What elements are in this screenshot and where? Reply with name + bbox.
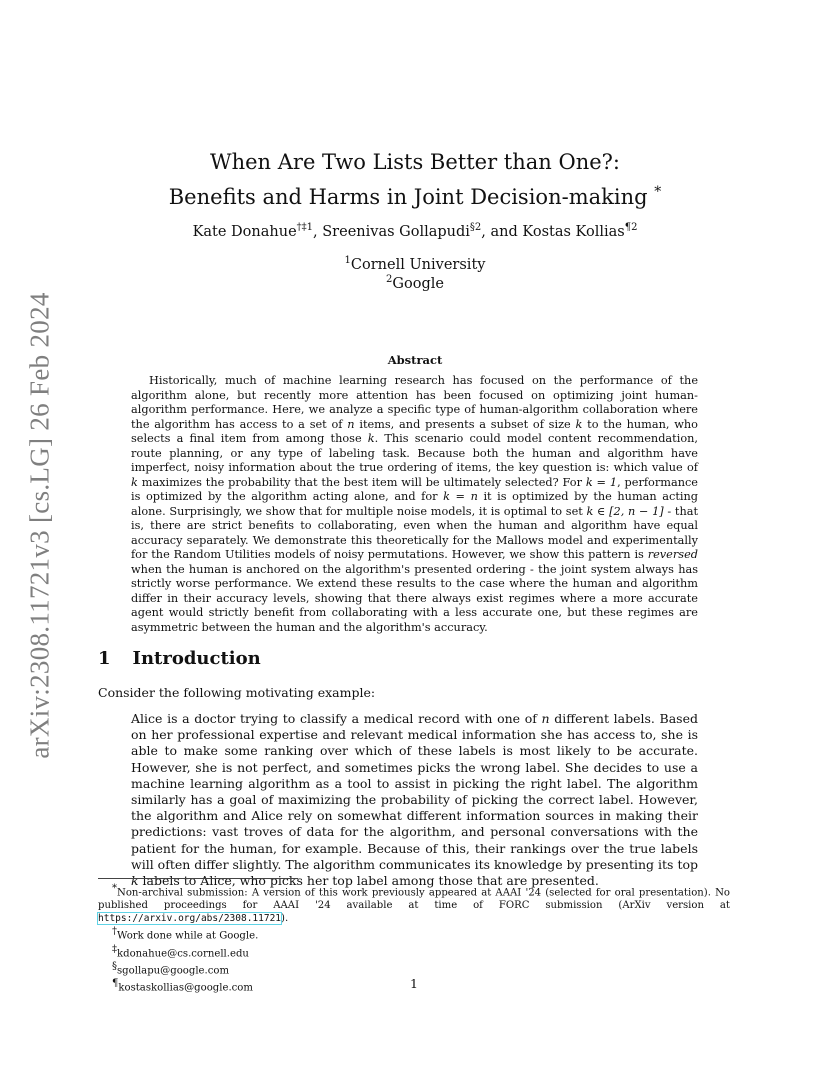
abstract-text: . This scenario could model content recommendation, route planning, or any type of labeling task. Because both the human and algorithm have imperfect, noisy information about the true ordering of items, the key question is: which value of xyxy=(131,432,698,474)
affiliation-2-name: Google xyxy=(392,275,444,292)
footnote-mark: * xyxy=(112,883,117,894)
author-list xyxy=(120,222,710,240)
math-var: k xyxy=(367,432,375,445)
intro-text: labels to Alice, who picks her top label among those that are presented. xyxy=(138,873,599,889)
author-2-marks: §2 xyxy=(469,222,482,233)
section-title: Introduction xyxy=(132,648,261,669)
author-sep-2: , and xyxy=(481,223,523,240)
title-line-2-wrap xyxy=(120,177,710,212)
footnote-2 xyxy=(98,925,730,942)
affiliation-2 xyxy=(120,274,710,292)
arxiv-sidebar-stamp xyxy=(18,290,62,760)
abstract-text: to the human, who selects a final item from among those xyxy=(131,417,698,445)
affiliation-1 xyxy=(120,255,710,273)
paper-title xyxy=(120,147,710,212)
footnote-mark: ‡ xyxy=(112,943,117,955)
math-var: n xyxy=(541,711,550,726)
math-expr: k ∈ [2, n − 1] xyxy=(586,504,664,518)
footnote-mark: § xyxy=(112,961,117,973)
footnote-text: ). xyxy=(281,913,289,925)
title-line-2: Benefits and Harms in Joint Decision-making xyxy=(168,185,648,209)
title-footnote-mark: * xyxy=(654,184,662,200)
intro-text: Alice is a doctor trying to classify a medical record with one of xyxy=(131,711,542,726)
footnote-email: kdonahue@cs.cornell.edu xyxy=(117,948,249,960)
affiliation-1-name: Cornell University xyxy=(350,256,486,273)
arxiv-link[interactable]: https://arxiv.org/abs/2308.11721 xyxy=(98,913,282,925)
author-3-marks: ¶2 xyxy=(624,222,638,233)
affiliation-2-mark: 2 xyxy=(386,274,393,285)
abstract-text: items, and presents a subset of size xyxy=(354,417,576,431)
affiliation-1-mark: 1 xyxy=(344,255,351,266)
footnote-rule xyxy=(98,878,298,879)
abstract-body xyxy=(131,374,698,635)
abstract-text: it is optimized by the human acting alone. Surprisingly, we show that for multiple noise models, it is optimal to set xyxy=(131,490,698,518)
abstract-text: when the human is anchored on the algorithm's presented ordering - the joint system always has strictly worse performance. We extend these results to the case where the human and algorithm differ in their accuracy levels, showing that there always exist regimes where a more accurate agent would strictly benefit from collaborating with a less accurate one, but these regimes are asymmetric between the human and the algorithm's accuracy. xyxy=(131,562,698,634)
arxiv-id: arXiv:2308.11721v3 [cs.LG] 26 Feb 2024 xyxy=(24,291,55,759)
title-line-1: When Are Two Lists Better than One?: xyxy=(210,150,620,174)
math-var: k xyxy=(131,475,138,489)
abstract-text: Historically, much of machine learning research has focused on the performance of the algorithm alone, but recently more attention has been focused on optimizing joint human-algorithm performance. Here, we analyze a specific type of human-algorithm collaboration where the algorithm has access to a set of xyxy=(131,374,698,431)
author-2: Sreenivas Gollapudi xyxy=(322,223,470,240)
footnote-email: kostaskollias@google.com xyxy=(118,982,253,994)
footnote-1 xyxy=(98,882,730,925)
math-expr: k = 1 xyxy=(585,475,618,489)
footnote-3 xyxy=(98,943,730,960)
emphasis: reversed xyxy=(647,548,698,561)
intro-text: different labels. Based on her professional expertise and relevant medical information she has access to, she is able to make some ranking over which of these labels is most likely to be accurate. However, she is not perfect, and sometimes picks the wrong label. She decides to use a machine learning algorithm as a tool to assist in picking the right label. The algorithm similarly has a goal of maximizing the probability of picking the correct label. However, the algorithm and Alice rely on somewhat different information sources in making their predictions: vast troves of data for the algorithm, and personal conversations with the patient for the human, for example. Because of this, their rankings over the true labels will often differ slightly. The algorithm communicates its knowledge by presenting its top xyxy=(131,711,698,872)
author-1: Kate Donahue xyxy=(192,223,297,240)
abstract-text: - that is, there are strict benefits to collaborating, even when the human and algorithm have equal accuracy separately. We demonstrate this theoretically for the Mallows model and experimentally for the Random Utilities models of noisy permutations. However, we show this pattern is xyxy=(131,504,698,561)
section-heading xyxy=(98,648,261,669)
footnote-text: Work done while at Google. xyxy=(117,930,259,942)
abstract-text: , performance is optimized by the algorithm acting alone, and for xyxy=(131,475,698,503)
abstract-heading: Abstract xyxy=(387,353,443,367)
footnote-text: Non-archival submission: A version of this work previously appeared at AAAI '24 (selected for oral presentation). No published proceedings for AAAI '24 available at time of FORC submission (ArXiv version at xyxy=(98,887,730,912)
author-sep-1: , xyxy=(313,223,323,240)
abstract-text: maximizes the probability that the best item will be ultimately selected? For xyxy=(137,475,586,489)
math-expr: k = n xyxy=(443,490,478,503)
intro-example-block xyxy=(131,711,698,889)
math-var: k xyxy=(131,873,139,889)
page-number: 1 xyxy=(410,976,418,991)
footnote-mark: † xyxy=(112,926,117,938)
author-1-marks: †‡1 xyxy=(296,222,314,233)
footnote-4 xyxy=(98,960,730,977)
math-var: k xyxy=(575,417,583,431)
intro-lead-text: Consider the following motivating example: xyxy=(98,685,376,700)
footnote-mark: ¶ xyxy=(112,978,119,990)
math-var: n xyxy=(347,417,355,431)
footnote-email: sgollapu@google.com xyxy=(117,965,230,977)
author-3: Kostas Kollias xyxy=(522,223,625,240)
section-number: 1 xyxy=(98,648,111,669)
